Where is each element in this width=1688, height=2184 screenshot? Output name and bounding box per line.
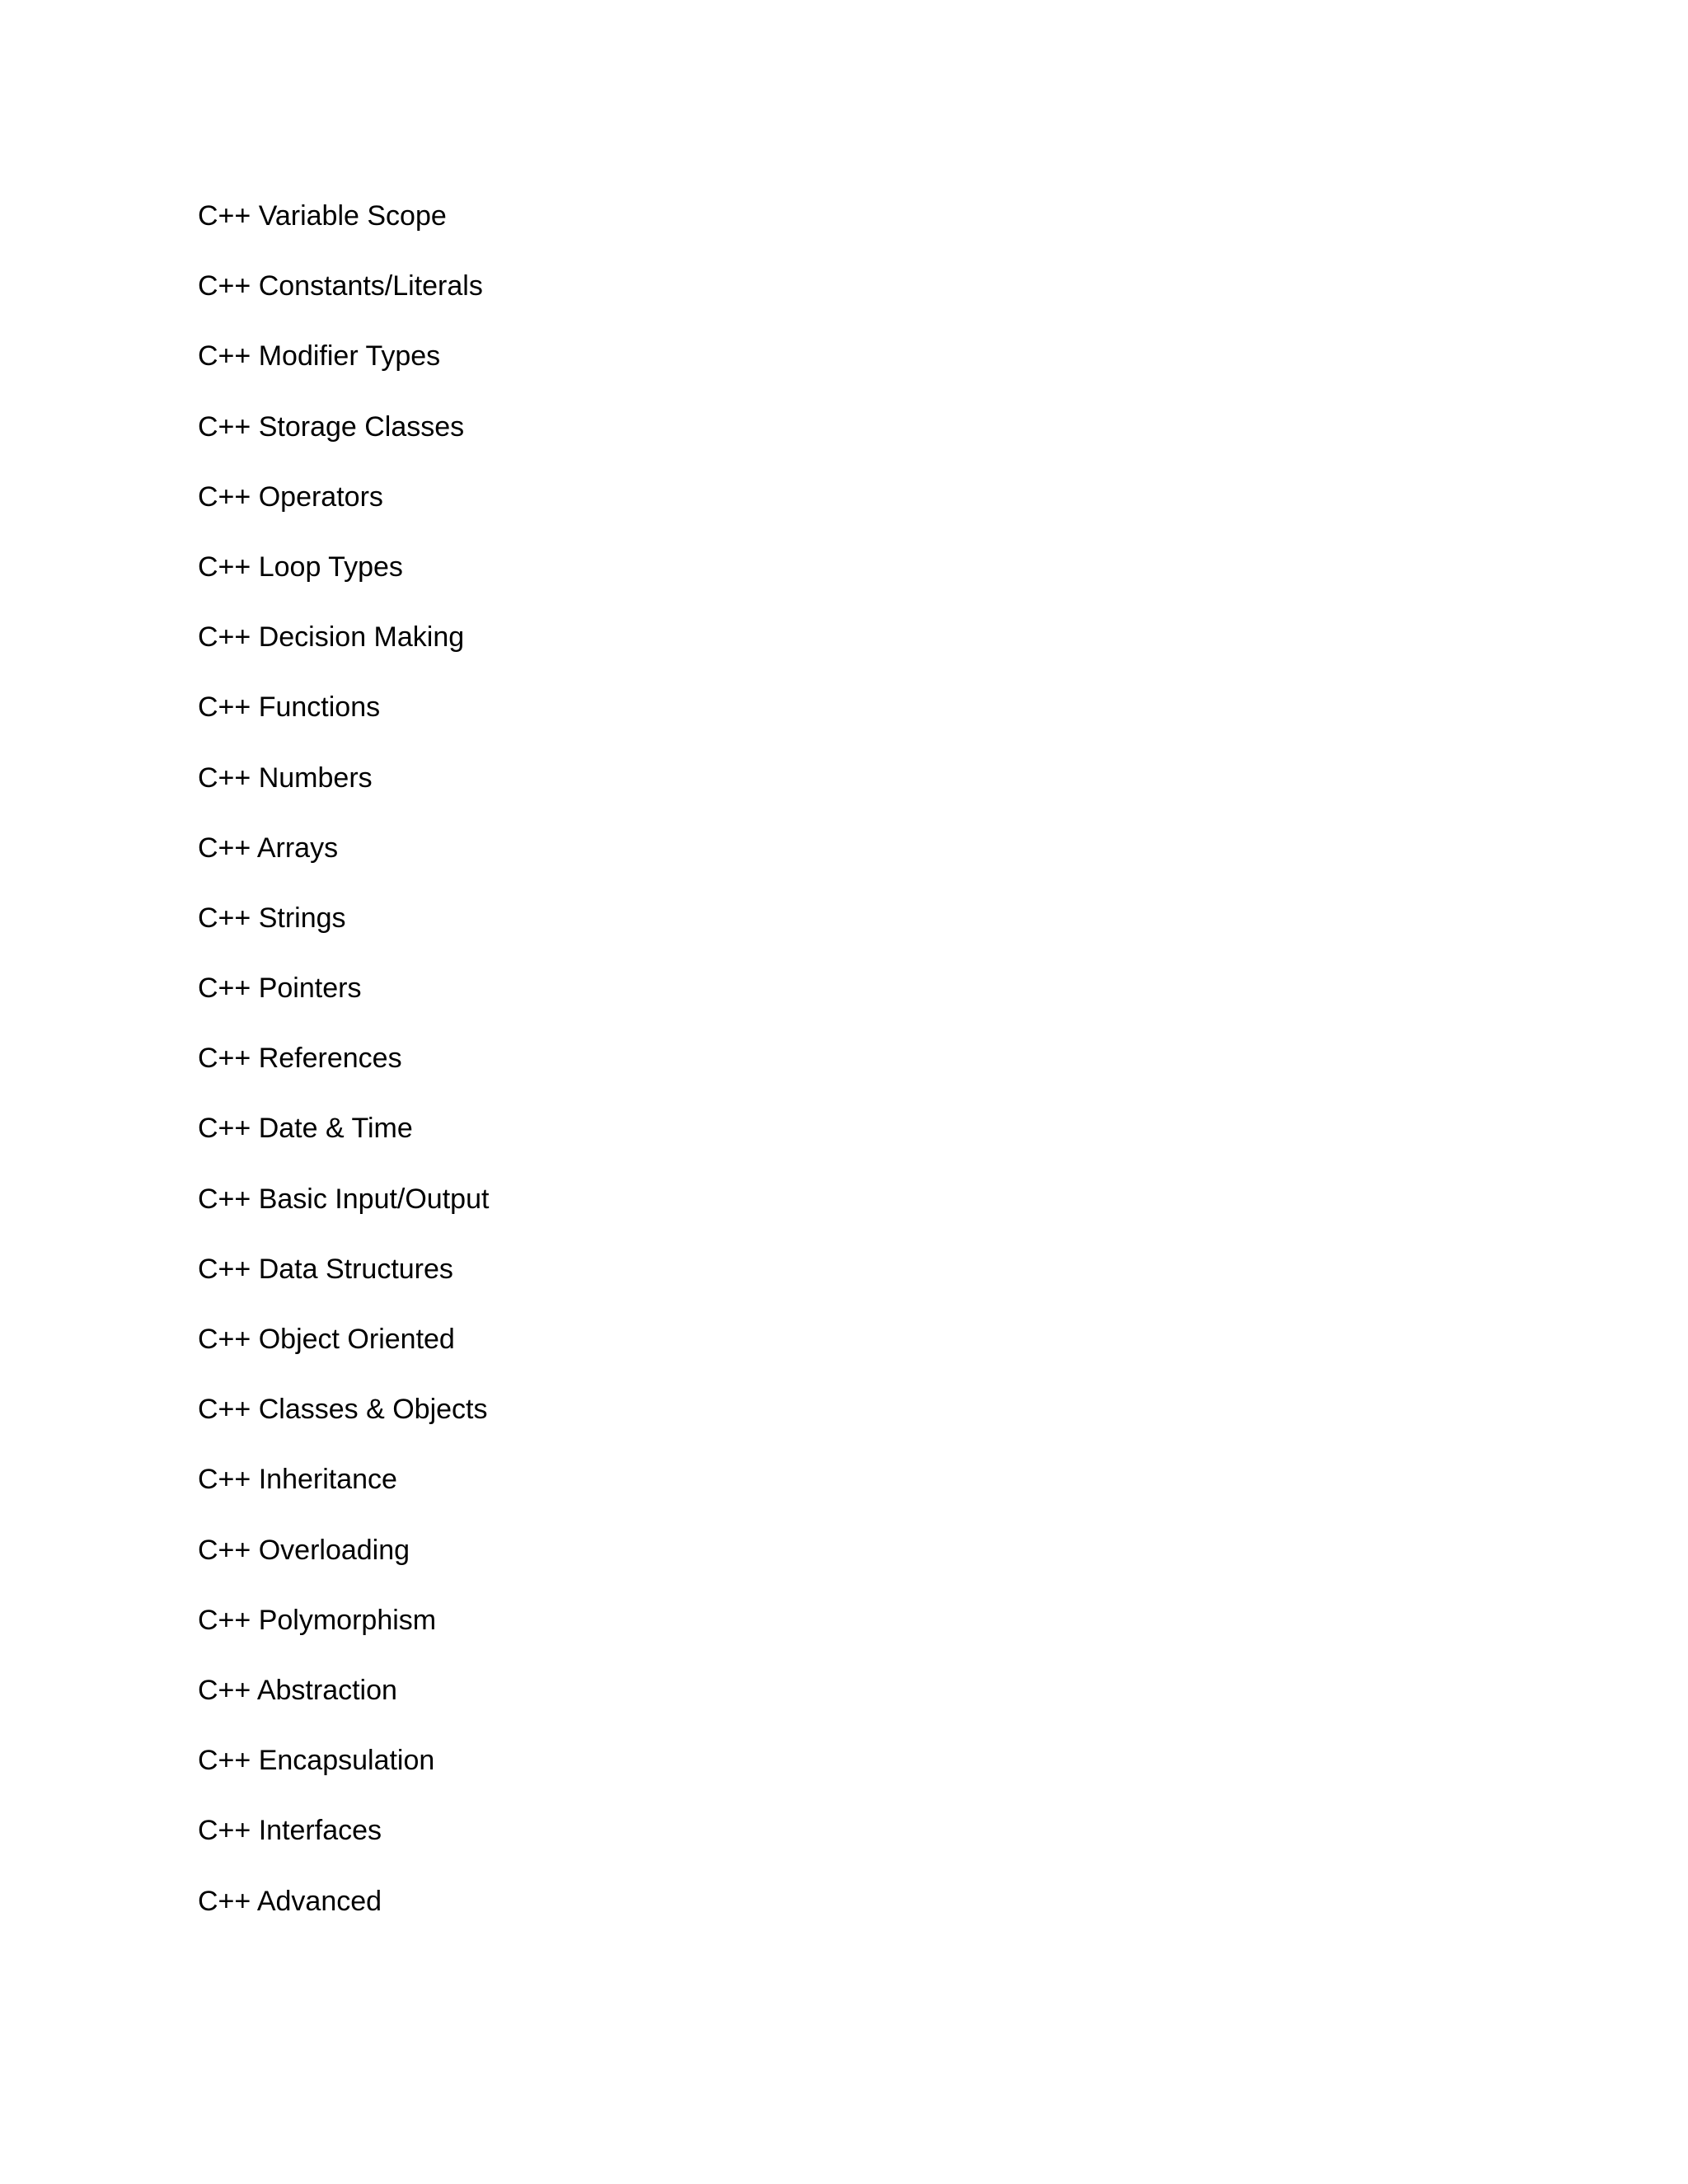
topic-item: C++ Advanced xyxy=(198,1885,382,1917)
topic-item: C++ References xyxy=(198,1043,402,1075)
topic-item: C++ Object Oriented xyxy=(198,1324,455,1355)
topic-item: C++ Basic Input/Output xyxy=(198,1183,490,1215)
topic-item: C++ Abstraction xyxy=(198,1674,397,1706)
topic-item: C++ Variable Scope xyxy=(198,200,447,232)
topic-item: C++ Operators xyxy=(198,480,383,513)
topic-item: C++ Loop Types xyxy=(198,551,403,583)
topic-item: C++ Pointers xyxy=(198,972,362,1005)
topic-item: C++ Overloading xyxy=(198,1534,410,1566)
topic-item: C++ Functions xyxy=(198,691,381,724)
topic-item: C++ Inheritance xyxy=(198,1464,397,1496)
topic-item: C++ Interfaces xyxy=(198,1815,382,1847)
topic-item: C++ Strings xyxy=(198,902,346,934)
topic-item: C++ Classes & Objects xyxy=(198,1394,488,1426)
topic-item: C++ Storage Classes xyxy=(198,410,465,443)
topic-item: C++ Decision Making xyxy=(198,621,465,654)
topic-item: C++ Modifier Types xyxy=(198,340,441,373)
topic-list xyxy=(198,194,489,1950)
topic-item: C++ Polymorphism xyxy=(198,1604,437,1636)
topic-item: C++ Encapsulation xyxy=(198,1745,435,1777)
topic-item: C++ Date & Time xyxy=(198,1113,413,1145)
topic-item: C++ Data Structures xyxy=(198,1253,453,1285)
topic-item: C++ Arrays xyxy=(198,832,339,864)
topic-item: C++ Numbers xyxy=(198,762,373,794)
topic-item: C++ Constants/Literals xyxy=(198,270,483,302)
